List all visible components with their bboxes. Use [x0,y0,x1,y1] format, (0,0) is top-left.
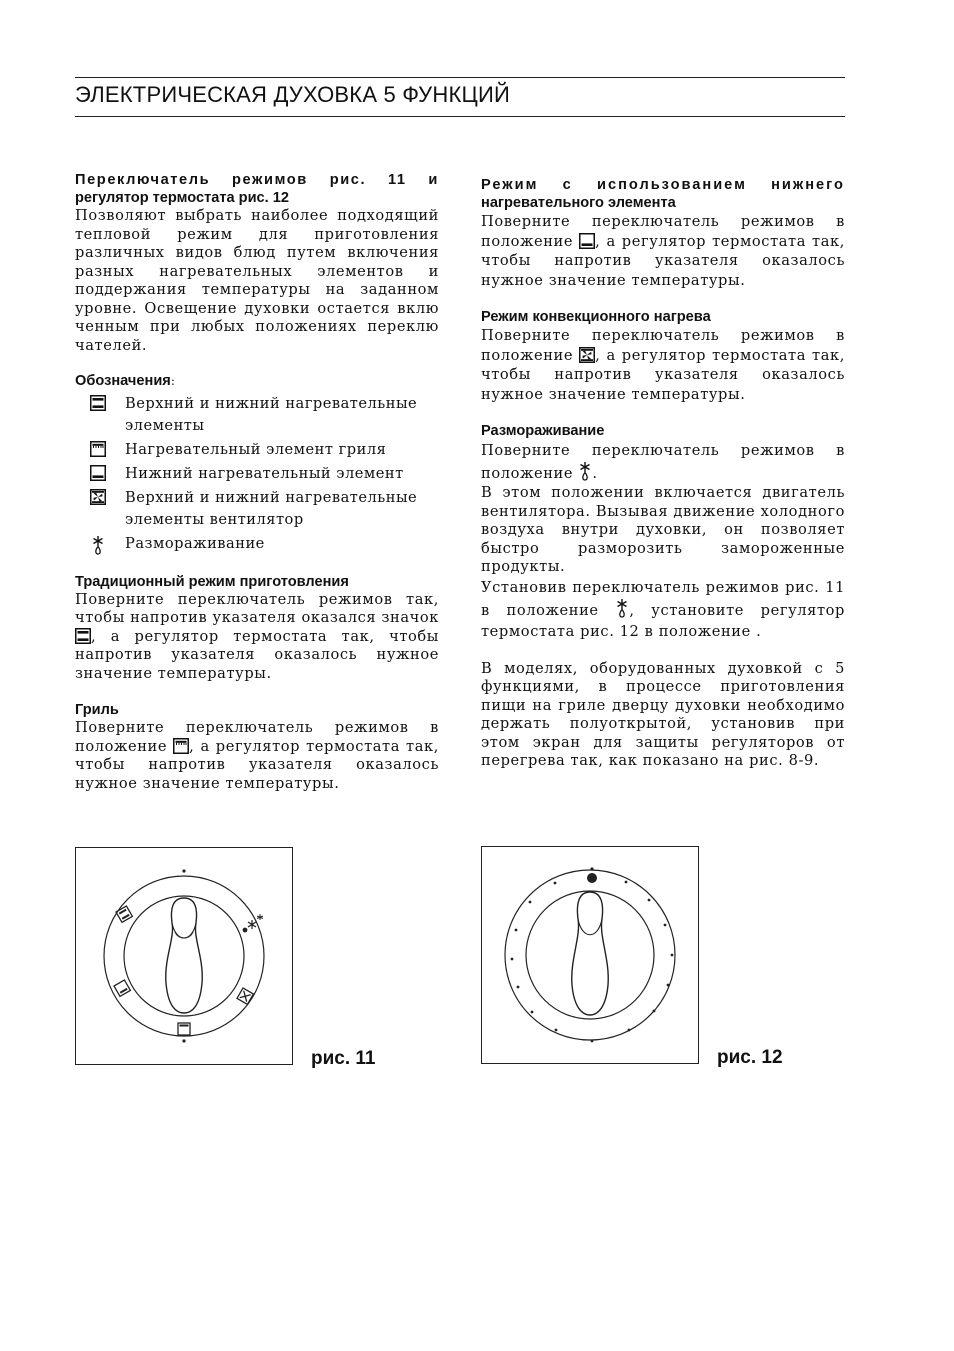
defrost-p2: В этом положении включается двигатель вентилятора. Вызывая движение холодного воздуха внутри духовки, он позволяет быстро разморозить замороженные продукты. [481,484,845,575]
convection-body [481,326,845,404]
bottom-heat-heading [481,176,845,212]
legend-item-text: Нижний нагревательный элемент [125,464,404,482]
bottom-heat-body-text-2: , а регулятор термостата так, чтобы напротив указателя оказалось нужное значение температуры. [481,232,845,289]
traditional-section [75,573,439,684]
fan-heat-icon [85,487,111,505]
grill-door-note: В моделях, оборудованных духовкой с 5 функциями, в процессе приготовления пищи на гриле дверцу духовки необходимо держать полуоткрытой, установив при этом экран для защиты регуляторов от перегрева так, как показано на рис. 8-9. [481,659,845,769]
defrost-p3-text-2: , установите регулятор термостата рис. 12 в положение . [481,601,845,640]
defrost-p3-text: Установив переключатель режимов рис. 11 в положение [481,578,845,619]
title-underline [75,116,845,117]
top-bottom-heat-icon [85,393,111,411]
defrost-p3 [481,577,845,642]
bottom-heat-icon [579,233,595,249]
traditional-body-text: Поверните переключатель режимов так, чтобы напротив указателя оказался значок [75,590,439,626]
fig12-frame [481,846,699,1064]
defrost-section [481,422,845,642]
mode-selector-knob-diagram [76,848,292,1064]
bottom-heat-body-text: Поверните переключатель режимов в положение [481,213,845,250]
traditional-body [75,591,439,684]
bottom-heat-icon [85,463,111,481]
legend-item [75,533,439,555]
top-bottom-heat-icon [75,628,91,644]
legend-item-text: Размораживание [125,534,265,552]
traditional-body-text-2: , а регулятор термостата так, чтобы напротив указателя оказалось нужное значение температуры. [75,627,439,682]
top-rule [75,77,845,78]
legend-item-text: Верхний и нижний нагревательные элементы [125,394,418,434]
convection-body-text: Поверните переключатель режимов в положение [481,327,845,364]
traditional-heading: Традиционный режим приготовления [75,573,349,590]
grill-body-text: Поверните переключатель режимов в положение [75,719,439,755]
grill-icon [173,738,189,754]
defrost-p1-text: Поверните переключатель режимов в положение [481,442,845,482]
legend-item [75,439,439,461]
bottom-heat-body [481,212,845,290]
grill-body-text-2: , а регулятор термостата так, чтобы напротив указателя оказалось нужное значение температуры. [75,737,439,792]
bottom-heat-heading-line2: нагревательного элемента [481,195,676,211]
legend-section [75,372,439,555]
defrost-icon [615,598,629,618]
fan-heat-icon [579,347,595,363]
intro-body: Позволяют выбрать наиболее подходящий тепловой режим для приготовления различных видов блюд путем включения разных нагревательных элементов и поддержания температуры на заданном уровне. Освещение духовки остается вклю ченным при любых положениях переклю чателей. [75,207,439,354]
fig11-frame [75,847,293,1065]
legend-item [75,393,439,437]
defrost-icon [578,461,592,481]
intro-section [75,171,439,355]
grill-heading: Гриль [75,702,119,718]
intro-heading-line1: Переключатель режимов рис. 11 и [75,172,439,188]
defrost-heading: Размораживание [481,423,605,439]
fig12-caption: рис. 12 [717,1047,783,1068]
thermostat-knob-diagram [482,847,698,1063]
defrost-p1-text-2: . [592,465,598,482]
legend-item [75,463,439,485]
right-column [481,176,845,771]
convection-body-text-2: , а регулятор термостата так, чтобы напротив указателя оказалось нужное значение температуры. [481,346,845,403]
defrost-icon [85,533,111,555]
legend-item [75,487,439,531]
grill-icon [85,439,111,457]
defrost-p1 [481,440,845,484]
grill-section [75,701,439,793]
page-title: ЭЛЕКТРИЧЕСКАЯ ДУХОВКА 5 ФУНКЦИЙ [75,82,510,107]
legend-heading-wrap [75,372,439,391]
bottom-heat-section [481,176,845,290]
legend-heading: Обозначения [75,373,171,389]
intro-heading-line2: регулятор термостата рис. 12 [75,190,290,206]
fig11-caption: рис. 11 [311,1048,376,1069]
legend-item-text: Нагревательный элемент гриля [125,440,387,458]
convection-section [481,308,845,404]
left-column [75,171,439,793]
legend-colon: : [170,374,175,388]
bottom-heat-heading-line1: Режим с использованием нижнего [481,177,845,193]
intro-heading [75,171,439,207]
convection-heading: Режим конвекционного нагрева [481,309,711,325]
legend-item-text: Верхний и нижний нагревательные элементы вентилятор [125,488,418,528]
grill-body [75,719,439,793]
